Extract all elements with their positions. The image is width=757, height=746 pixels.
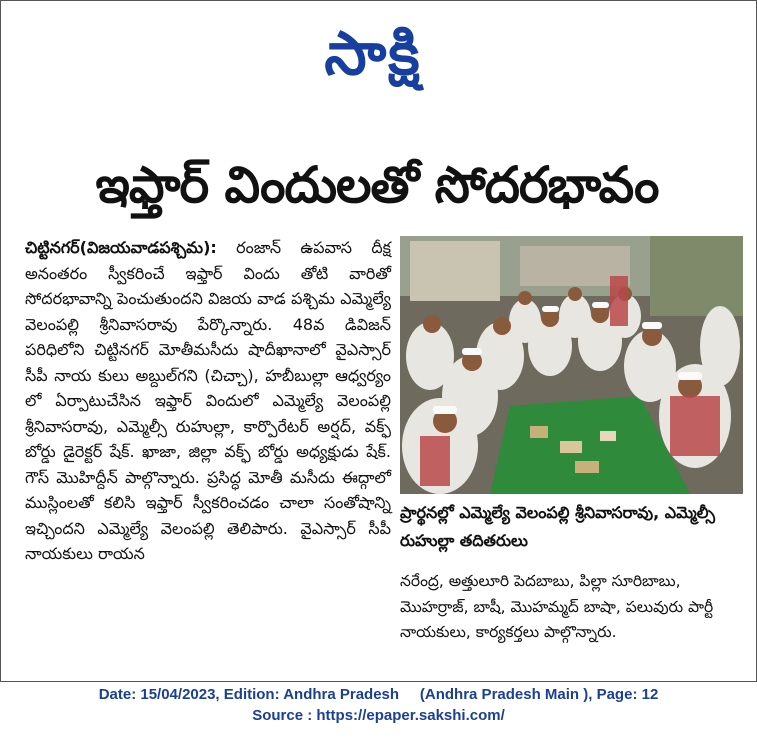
page-footer (0, 684, 757, 726)
article-dateline: చిట్టినగర్(విజయవాడపశ్చిమ): (25, 238, 217, 257)
prayer-gathering-photo (400, 236, 743, 494)
footer-date-edition: Date: 15/04/2023, Edition: Andhra Pradesh (Andhra Pradesh Main ), Page: 12 (98, 686, 659, 703)
article-photo (400, 236, 743, 494)
footer-source-link[interactable]: Source : https://epaper.sakshi.com/ (252, 707, 505, 724)
article-body-left (25, 235, 391, 567)
sakshi-logo: సాక్షి (324, 19, 422, 89)
article-body-left-text: రంజాన్ ఉపవాస దీక్ష అనంతరం స్వీకరించే ఇఫ్తార్ విందు తోటి వారితో సోదరభావాన్ని పెంచుతుందని విజయ వాడ పశ్చిమ ఎమ్మెల్యే వెలంపల్లి శ్రీనివాసరావు పేర్కొన్నారు. 48వ డివిజన్ పరిధిలోని చిట్టినగర్ మోతీమసీదు షాదీఖానాలో వైఎస్సార్ సీపీ నాయ కులు అబ్దుల్‌గని (చిచ్చా), హబీబుల్లా ఆధ్వర్యం లో ఏర్పాటుచేసిన ఇఫ్తార్ విందులో ఎమ్మెల్యే వెలంపల్లి శ్రీనివాసరావు, ఎమ్మెల్సీ రుహుల్లా, కార్పొరేటర్ అర్షద్, వక్ఫ్ బోర్డు డైరెక్టర్ షేక్. ఖాజా, జిల్లా వక్ఫ్ బోర్డు అధ్యక్షుడు షేక్. గౌస్ మొహిద్దీన్ పాల్గొన్నారు. ప్రసిద్ధ మోతీ మసీదు ఈద్గాలో ముస్లింలతో కలిసి ఇఫ్తార్ స్వీకరించడం చాలా సంతోషాన్ని ఇచ్చిందని ఎమ్మెల్యే వెలంపల్లి తెలిపారు. వైఎస్సార్ సీపీ నాయకులు రాయన (25, 238, 391, 563)
article-headline: ఇఫ్తార్ విందులతో సోదరభావం (95, 156, 659, 214)
photo-caption: ప్రార్థనల్లో ఎమ్మెల్యే వెలంపల్లి శ్రీనివాసరావు, ఎమ్మెల్సీ రుహుల్లా తదితరులు (400, 503, 715, 550)
article-body-right: నరేంద్ర, అత్తులూరి పెదబాబు, పిల్లా సూరిబాబు, మొహర్రాజ్, బాషీ, మొహమ్మద్ బాషా, పలువురు పార్టీ నాయకులు, కార్యకర్తలు పాల్గొన్నారు. (400, 572, 714, 641)
